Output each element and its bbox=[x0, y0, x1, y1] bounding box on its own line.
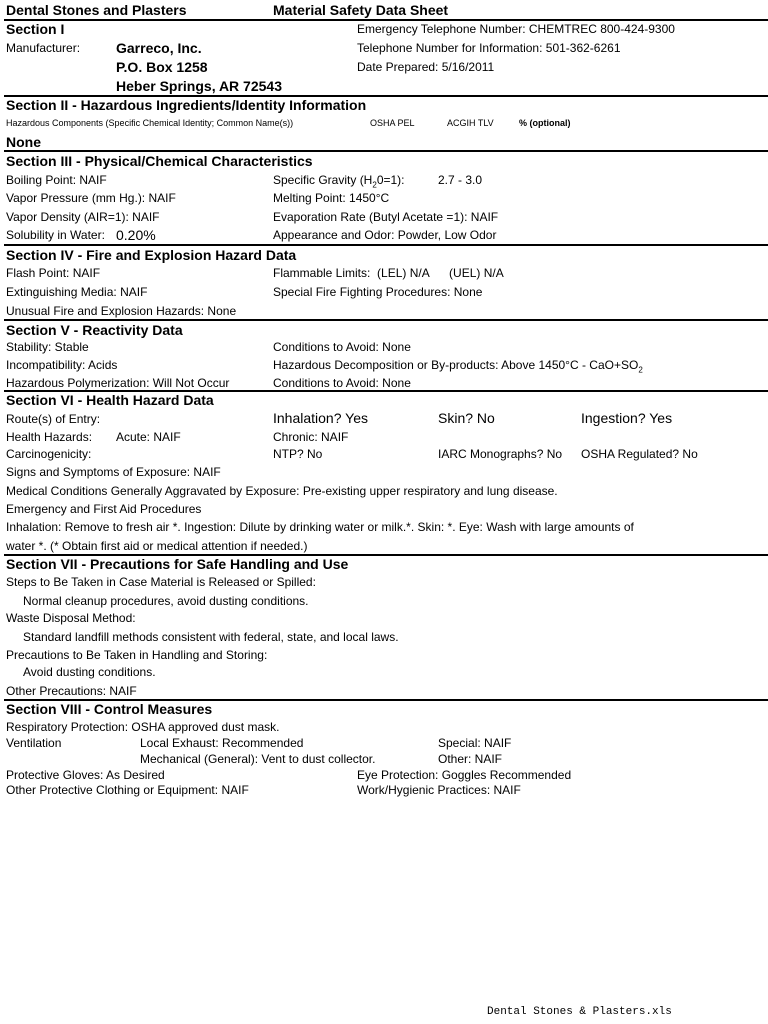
section-3-title: Section III - Physical/Chemical Characteristics bbox=[6, 153, 313, 169]
specific-gravity-value: 2.7 - 3.0 bbox=[438, 173, 483, 187]
flash-point: Flash Point: NAIF bbox=[6, 266, 101, 280]
eye-protection: Eye Protection: Goggles Recommended bbox=[357, 768, 572, 782]
hazardous-components-value: None bbox=[6, 134, 41, 150]
divider bbox=[4, 150, 768, 152]
unusual-hazards: Unusual Fire and Explosion Hazards: None bbox=[6, 304, 237, 318]
date-prepared: Date Prepared: 5/16/2011 bbox=[357, 60, 495, 74]
chronic-hazard: Chronic: NAIF bbox=[273, 430, 349, 444]
conditions-to-avoid-2: Conditions to Avoid: None bbox=[273, 376, 411, 390]
inhalation-entry: Inhalation? Yes bbox=[273, 410, 368, 426]
company-name: Garreco, Inc. bbox=[116, 40, 202, 56]
work-hygienic-practices: Work/Hygienic Practices: NAIF bbox=[357, 783, 521, 797]
skin-entry: Skin? No bbox=[438, 410, 495, 426]
local-exhaust: Local Exhaust: Recommended bbox=[140, 736, 304, 750]
ventilation-special: Special: NAIF bbox=[438, 736, 512, 750]
waste-disposal-label: Waste Disposal Method: bbox=[6, 611, 136, 625]
medical-conditions: Medical Conditions Generally Aggravated by Exposure: Pre-existing upper respiratory and lung disease. bbox=[6, 484, 558, 498]
info-phone: Telephone Number for Information: 501-362-6261 bbox=[357, 41, 621, 55]
col-osha-pel: OSHA PEL bbox=[370, 118, 415, 128]
incompatibility: Incompatibility: Acids bbox=[6, 358, 118, 372]
section-6-title: Section VI - Health Hazard Data bbox=[6, 392, 214, 408]
extinguishing-media: Extinguishing Media: NAIF bbox=[6, 285, 148, 299]
ntp: NTP? No bbox=[273, 447, 323, 461]
spill-steps-label: Steps to Be Taken in Case Material is Released or Spilled: bbox=[6, 575, 316, 589]
section-8-title: Section VIII - Control Measures bbox=[6, 701, 213, 717]
address-line-1: P.O. Box 1258 bbox=[116, 59, 208, 75]
respiratory-protection: Respiratory Protection: OSHA approved dust mask. bbox=[6, 720, 280, 734]
stability: Stability: Stable bbox=[6, 340, 89, 354]
address-line-2: Heber Springs, AR 72543 bbox=[116, 78, 282, 94]
first-aid-procedures-2: water *. (* Obtain first aid or medical attention if needed.) bbox=[6, 539, 308, 553]
protective-gloves: Protective Gloves: As Desired bbox=[6, 768, 165, 782]
handling-precautions-label: Precautions to Be Taken in Handling and Storing: bbox=[6, 648, 268, 662]
evaporation-rate: Evaporation Rate (Butyl Acetate =1): NAIF bbox=[273, 210, 499, 224]
section-2-title: Section II - Hazardous Ingredients/Identity Information bbox=[6, 97, 367, 113]
col-acgih-tlv: ACGIH TLV bbox=[447, 118, 494, 128]
emergency-first-aid-label: Emergency and First Aid Procedures bbox=[6, 502, 202, 516]
section-5-title: Section V - Reactivity Data bbox=[6, 322, 183, 338]
product-name: Dental Stones and Plasters bbox=[6, 2, 187, 18]
solubility-value: 0.20% bbox=[116, 227, 156, 243]
section-4-title: Section IV - Fire and Explosion Hazard Data bbox=[6, 247, 297, 263]
iarc-monographs: IARC Monographs? No bbox=[438, 447, 563, 461]
footer-filename: Dental Stones & Plasters.xls bbox=[487, 1006, 672, 1018]
spill-steps-value: Normal cleanup procedures, avoid dusting conditions. bbox=[23, 594, 309, 608]
section-1-title: Section I bbox=[6, 21, 65, 37]
osha-regulated: OSHA Regulated? No bbox=[581, 447, 698, 461]
carcinogenicity-label: Carcinogenicity: bbox=[6, 447, 92, 461]
melting-point: Melting Point: 1450°C bbox=[273, 191, 390, 205]
divider bbox=[4, 244, 768, 246]
protective-clothing: Other Protective Clothing or Equipment: NAIF bbox=[6, 783, 249, 797]
col-percent: % (optional) bbox=[519, 118, 571, 128]
health-hazards-label: Health Hazards: bbox=[6, 430, 93, 444]
document-title: Material Safety Data Sheet bbox=[273, 2, 449, 18]
ingestion-entry: Ingestion? Yes bbox=[581, 410, 673, 426]
special-fire-procedures: Special Fire Fighting Procedures: None bbox=[273, 285, 483, 299]
ventilation-other: Other: NAIF bbox=[438, 752, 503, 766]
routes-of-entry: Route(s) of Entry: bbox=[6, 412, 101, 426]
mechanical-ventilation: Mechanical (General): Vent to dust collector. bbox=[140, 752, 376, 766]
handling-precautions-value: Avoid dusting conditions. bbox=[23, 665, 156, 679]
appearance-odor: Appearance and Odor: Powder, Low Odor bbox=[273, 228, 497, 242]
acute-hazard: Acute: NAIF bbox=[116, 430, 181, 444]
signs-symptoms: Signs and Symptoms of Exposure: NAIF bbox=[6, 465, 221, 479]
vapor-density: Vapor Density (AIR=1): NAIF bbox=[6, 210, 160, 224]
flammable-limits: Flammable Limits: (LEL) N/A (UEL) N/A bbox=[273, 266, 504, 280]
first-aid-procedures-1: Inhalation: Remove to fresh air *. Ingestion: Dilute by drinking water or milk.*. Skin: *. Eye: Wash with large amounts of bbox=[6, 520, 634, 534]
emergency-phone: Emergency Telephone Number: CHEMTREC 800-424-9300 bbox=[357, 22, 675, 36]
other-precautions: Other Precautions: NAIF bbox=[6, 684, 137, 698]
specific-gravity-label: Specific Gravity $(H_20=1)$: bbox=[273, 173, 405, 190]
divider bbox=[4, 19, 768, 21]
manufacturer-label: Manufacturer: bbox=[6, 41, 81, 55]
hazardous-polymerization: Hazardous Polymerization: Will Not Occur bbox=[6, 376, 230, 390]
conditions-to-avoid: Conditions to Avoid: None bbox=[273, 340, 411, 354]
waste-disposal-value: Standard landfill methods consistent with federal, state, and local laws. bbox=[23, 630, 399, 644]
ventilation-label: Ventilation bbox=[6, 736, 62, 750]
boiling-point: Boiling Point: NAIF bbox=[6, 173, 107, 187]
solubility-label: Solubility in Water: bbox=[6, 228, 105, 242]
divider bbox=[4, 319, 768, 321]
vapor-pressure: Vapor Pressure (mm Hg.): NAIF bbox=[6, 191, 176, 205]
hazardous-decomposition: Hazardous Decomposition or By-products: Above $1450^\circ C - CaO+SO_2$ bbox=[273, 358, 643, 375]
col-hazardous-components: Hazardous Components (Specific Chemical Identity; Common Name(s)) bbox=[6, 118, 294, 128]
section-7-title: Section VII - Precautions for Safe Handling and Use bbox=[6, 556, 349, 572]
